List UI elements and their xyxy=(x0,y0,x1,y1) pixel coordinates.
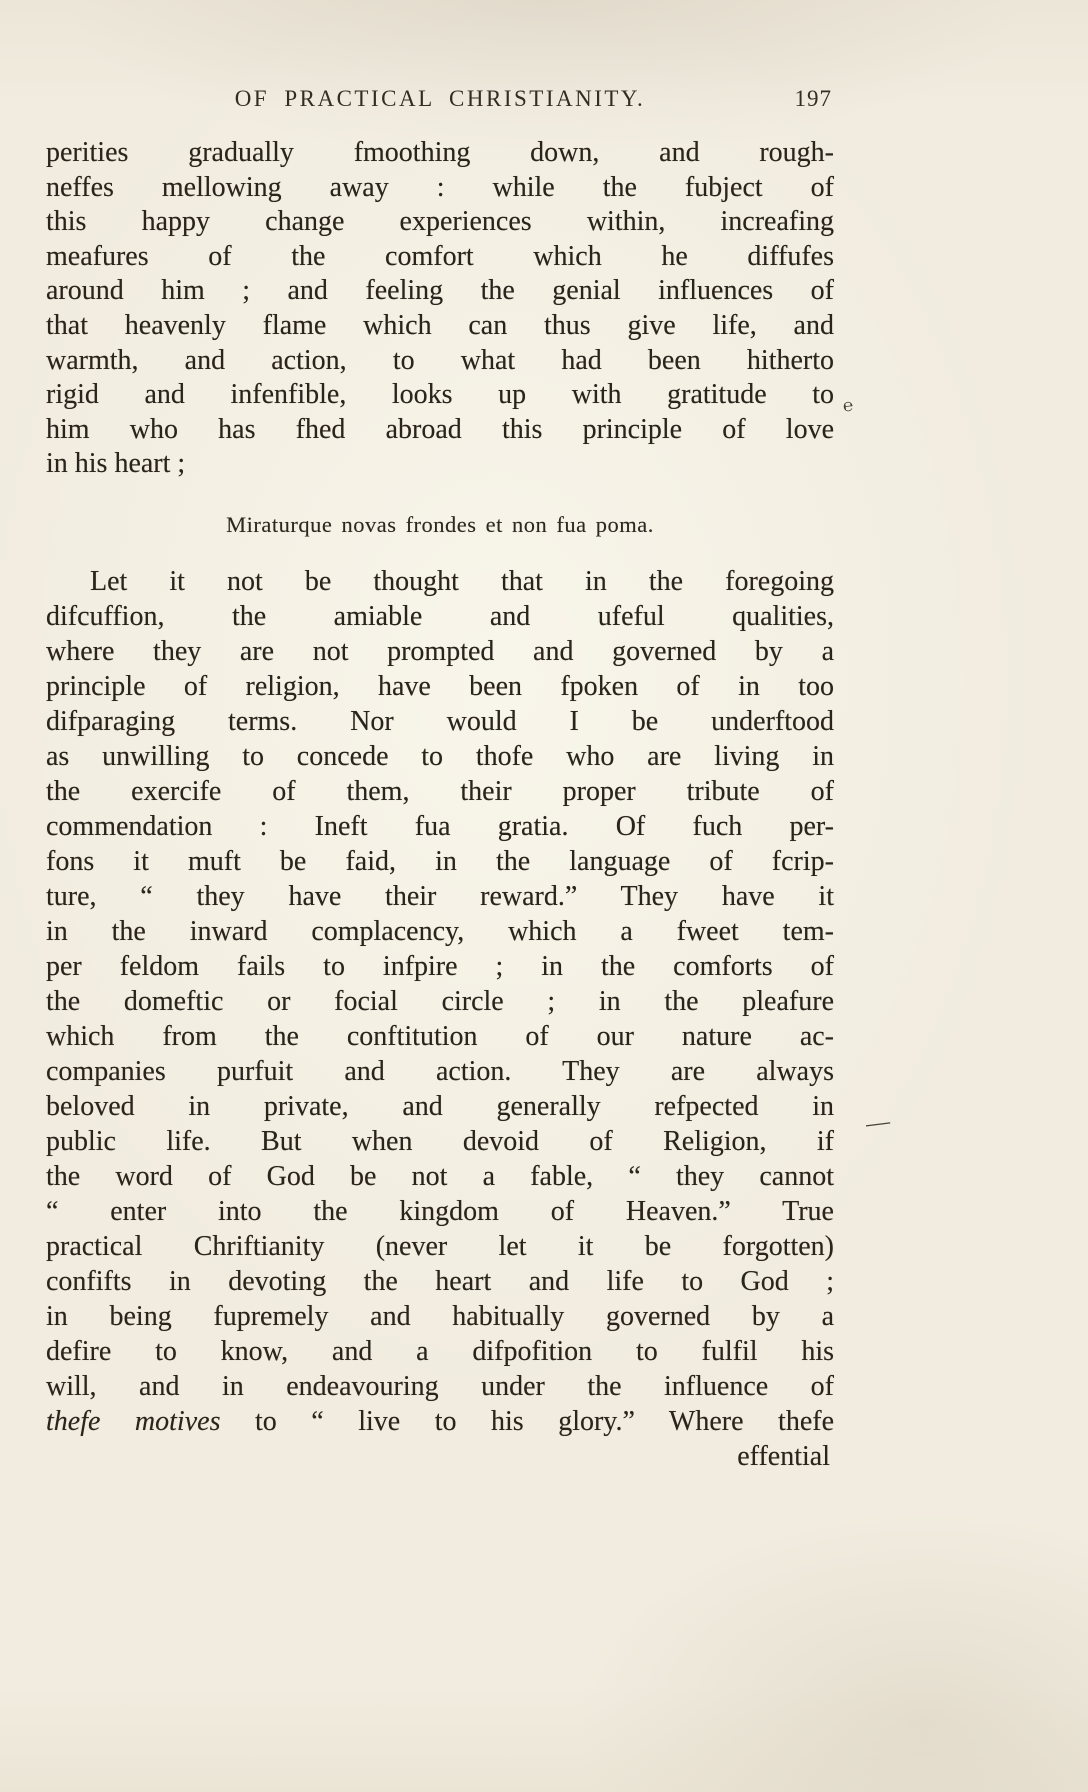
text-line: fons it muft be faid, in the language of fcrip- xyxy=(46,845,834,877)
running-header-title: OF PRACTICAL CHRISTIANITY. xyxy=(234,86,646,111)
paragraph-2-lines xyxy=(46,599,834,1404)
text-line: which from the conftitution of our nature ac- xyxy=(46,1020,834,1052)
text-line: neffes mellowing away : while the fubject of xyxy=(46,171,834,203)
page-number: 197 xyxy=(794,86,832,111)
text-line: in the inward complacency, which a fweet tem- xyxy=(46,915,834,947)
text-line: ture, “ they have their reward.” They have it xyxy=(46,880,834,912)
text-line: Let it not be thought that in the foregoing xyxy=(90,565,834,597)
text-line: the word of God be not a fable, “ they cannot xyxy=(46,1160,834,1192)
text-line: as unwilling to concede to thofe who are living in xyxy=(46,740,834,772)
italic-phrase: thefe motives xyxy=(46,1405,221,1437)
pen-mark: — xyxy=(864,1108,892,1138)
text-line: will, and in endeavouring under the influence of xyxy=(46,1370,834,1402)
text-line: principle of religion, have been fpoken of in too xyxy=(46,670,834,702)
text-line: commendation : Ineft fua gratia. Of fuch per- xyxy=(46,810,834,842)
text-line: rigid and infenfible, looks up with gratitude to xyxy=(46,379,834,411)
paragraph-1-lines xyxy=(46,136,834,447)
text-line: the exercife of them, their proper tribute of xyxy=(46,775,834,807)
line-rest: to “ live to his glory.” Where thefe xyxy=(220,1405,835,1437)
running-header xyxy=(46,86,834,118)
text-line: difcuffion, the amiable and ufeful qualities, xyxy=(46,600,834,632)
paragraph-1 xyxy=(46,136,834,482)
text-line: practical Chriftianity (never let it be forgotten) xyxy=(46,1230,834,1262)
text-line: public life. But when devoid of Religion, if xyxy=(46,1125,834,1157)
press-mark: ℮ xyxy=(841,395,855,416)
text-line: around him ; and feeling the genial influences of xyxy=(46,275,834,307)
text-line: defire to know, and a difpofition to fulfil his xyxy=(46,1335,834,1367)
text-line: meafures of the comfort which he diffufes xyxy=(46,240,834,272)
text-line: companies purfuit and action. They are always xyxy=(46,1055,834,1087)
text-line: perities gradually fmoothing down, and rough- xyxy=(46,137,834,168)
text-line: difparaging terms. Nor would I be underftood xyxy=(46,705,834,737)
paragraph-2 xyxy=(46,564,834,1439)
text-line: per feldom fails to infpire ; in the comforts of xyxy=(46,950,834,982)
text-line xyxy=(46,1404,834,1439)
text-line: confifts in devoting the heart and life to God ; xyxy=(46,1265,834,1297)
text-line: beloved in private, and generally refpected in xyxy=(46,1090,834,1122)
text-block xyxy=(46,86,834,1473)
text-line: “ enter into the kingdom of Heaven.” True xyxy=(46,1195,834,1227)
catchword: effential xyxy=(737,1440,830,1472)
text-line: in being fupremely and habitually governed by a xyxy=(46,1300,834,1332)
latin-quote: Miraturque novas frondes et non fua poma. xyxy=(226,511,654,537)
text-line: where they are not prompted and governed by a xyxy=(46,635,834,667)
text-line: this happy change experiences within, increafing xyxy=(46,206,834,238)
text-line: him who has fhed abroad this principle of love xyxy=(46,413,834,445)
text-line: warmth, and action, to what had been hitherto xyxy=(46,344,834,376)
text-line: that heavenly flame which can thus give life, and xyxy=(46,309,834,341)
text-line: in his heart ; xyxy=(46,448,186,480)
text-line: the domeftic or focial circle ; in the pleafure xyxy=(46,985,834,1017)
